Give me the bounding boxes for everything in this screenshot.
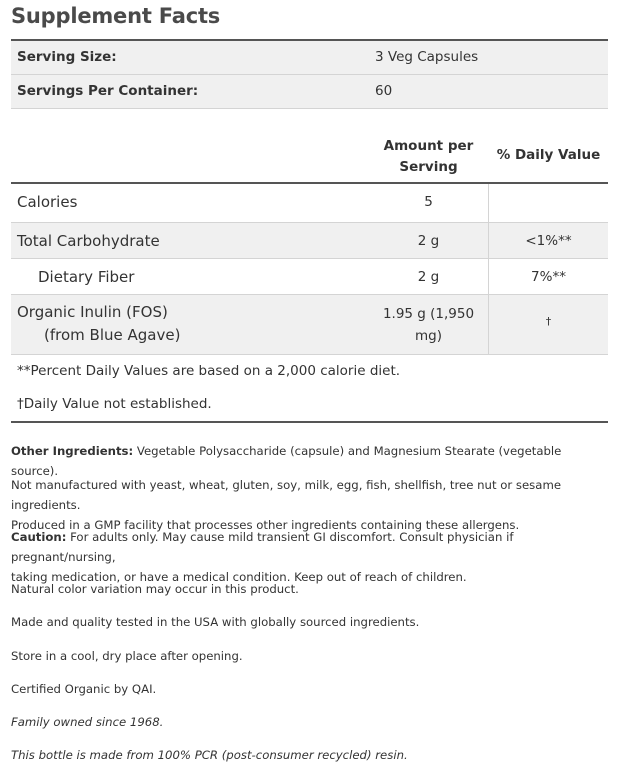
other-ingredients-label: Other Ingredients: bbox=[11, 444, 134, 458]
table-row bbox=[11, 295, 608, 355]
caution-statement bbox=[11, 527, 611, 587]
nutrient-dv: † bbox=[545, 315, 552, 328]
nutrient-amount-line1: 1.95 g (1,950 bbox=[382, 306, 475, 322]
percent-dv-text: **Percent Daily Values are based on a 2,000 calorie diet. bbox=[17, 363, 401, 379]
nutrient-name-line1: Organic Inulin (FOS) bbox=[17, 303, 168, 321]
serving-size-value: 3 Veg Capsules bbox=[375, 49, 479, 65]
allergen-line1: Not manufactured with yeast, wheat, gluten, soy, milk, egg, fish, shellfish, tree nut or sesame ingredients. bbox=[11, 478, 562, 512]
caution-line1: For adults only. May cause mild transient GI discomfort. Consult physician if pregnant/nursing, bbox=[11, 530, 514, 564]
allergen-statement bbox=[11, 475, 611, 535]
nutrient-name: Total Carbohydrate bbox=[17, 232, 160, 250]
caution-line2: taking medication, or have a medical condition. Keep out of reach of children. bbox=[11, 570, 467, 584]
other-ingredients-text: Vegetable Polysaccharide (capsule) and Magnesium Stearate (vegetable source). bbox=[11, 444, 562, 478]
nutrient-name: Dietary Fiber bbox=[38, 268, 135, 286]
dv-not-established-note bbox=[11, 388, 608, 423]
table-row bbox=[11, 184, 608, 223]
nutrient-name: Calories bbox=[17, 193, 78, 211]
table-row bbox=[11, 223, 608, 259]
nutrient-dv: <1%** bbox=[525, 233, 572, 249]
allergen-line2: Produced in a GMP facility that processes other ingredients containing these allergens. bbox=[11, 518, 520, 532]
storage-note: Store in a cool, dry place after opening. bbox=[11, 649, 243, 663]
serving-size-label: Serving Size: bbox=[17, 49, 117, 65]
table-header bbox=[11, 130, 608, 184]
nutrient-amount bbox=[371, 303, 486, 347]
color-variation-note: Natural color variation may occur in this product. bbox=[11, 582, 299, 596]
amount-header-line1: Amount per bbox=[383, 138, 474, 154]
nutrient-name bbox=[17, 301, 180, 347]
bottle-pcr-note: This bottle is made from 100% PCR (post-consumer recycled) resin. bbox=[11, 748, 408, 762]
nutrient-amount: 2 g bbox=[417, 269, 440, 285]
nutrient-amount: 2 g bbox=[417, 233, 440, 249]
page-title: Supplement Facts bbox=[11, 4, 221, 28]
servings-per-container-row bbox=[11, 75, 608, 109]
servings-per-container-label: Servings Per Container: bbox=[17, 83, 199, 99]
percent-dv-note bbox=[11, 355, 608, 388]
daily-value-header: % Daily Value bbox=[496, 147, 601, 163]
nutrient-amount-line2: mg) bbox=[415, 328, 442, 344]
dv-not-established-text: †Daily Value not established. bbox=[17, 396, 212, 412]
servings-per-container-value: 60 bbox=[375, 83, 393, 99]
table-row bbox=[11, 259, 608, 295]
serving-size-row bbox=[11, 41, 608, 75]
serving-info bbox=[11, 39, 608, 109]
caution-label: Caution: bbox=[11, 530, 67, 544]
made-in-usa-note: Made and quality tested in the USA with globally sourced ingredients. bbox=[11, 615, 420, 629]
nutrition-table bbox=[11, 130, 608, 423]
certified-organic-note: Certified Organic by QAI. bbox=[11, 682, 157, 696]
amount-per-serving-header bbox=[371, 136, 486, 178]
amount-header-line2: Serving bbox=[399, 159, 458, 175]
nutrient-amount: 5 bbox=[424, 194, 433, 210]
nutrient-dv: 7%** bbox=[531, 269, 566, 285]
family-owned-note: Family owned since 1968. bbox=[11, 715, 164, 729]
nutrient-name-line2: (from Blue Agave) bbox=[44, 326, 181, 344]
